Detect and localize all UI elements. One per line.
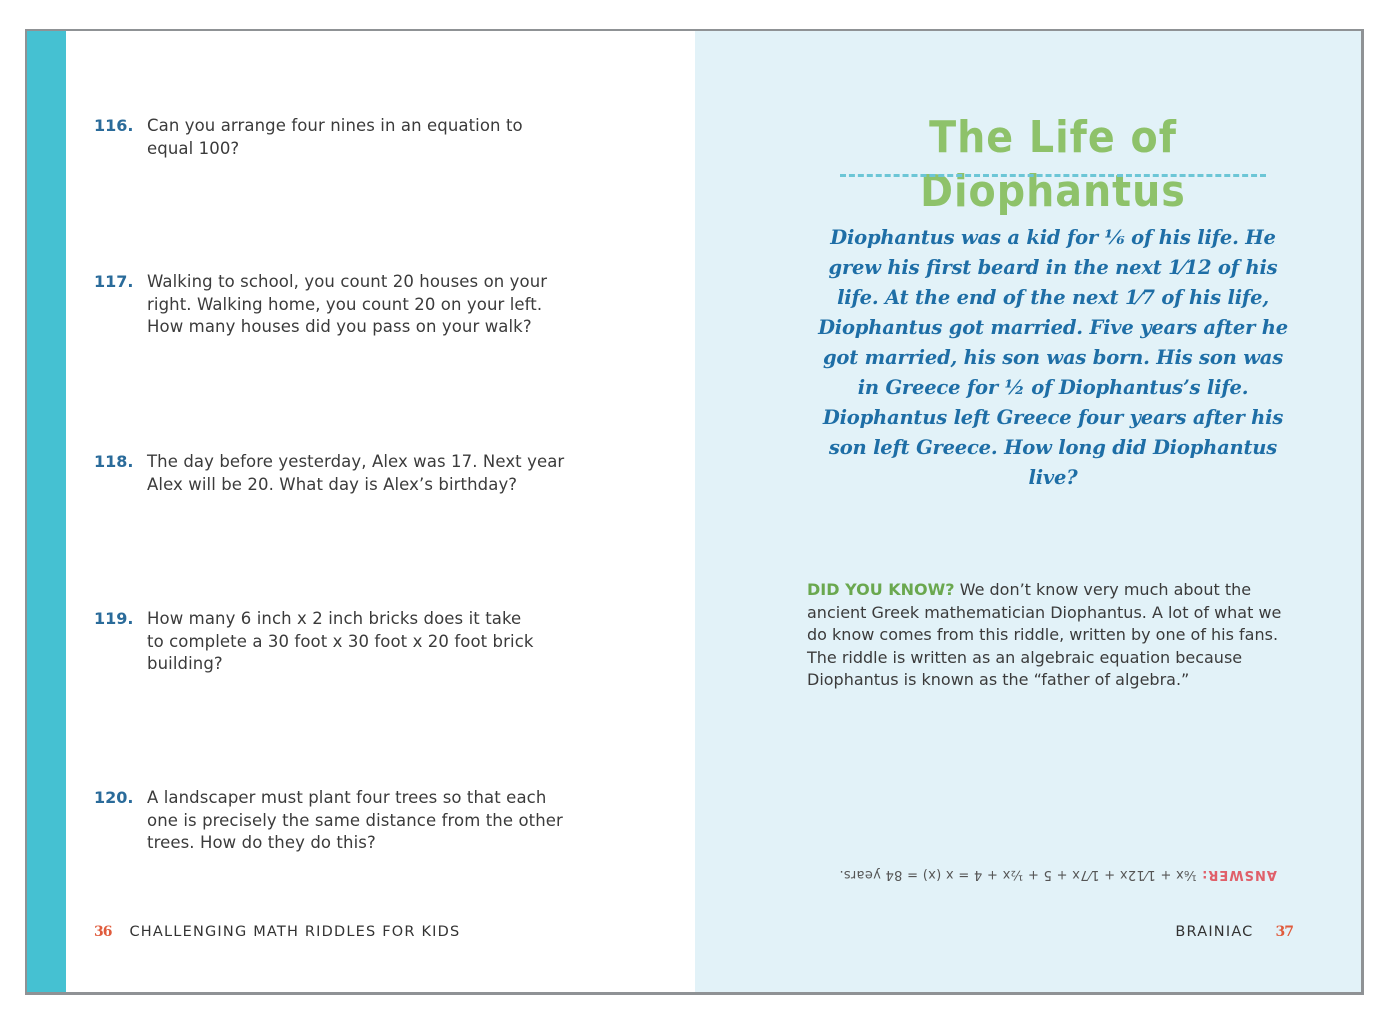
riddle-item — [94, 787, 582, 855]
page-number: 37 — [1275, 924, 1293, 940]
page-number: 36 — [94, 924, 112, 940]
riddle-number: 120. — [94, 788, 134, 807]
answer-text: ⅙x + 1⁄12x + 1⁄7x + 5 + ½x + 4 = x (x) = 84 years. — [839, 867, 1197, 882]
did-you-know-label: DID YOU KNOW? — [807, 580, 955, 599]
riddle-text: The day before yesterday, Alex was 17. Next year Alex will be 20. What day is Alex’s birthday? — [147, 452, 565, 494]
did-you-know-text: We don’t know very much about the ancient Greek mathematician Diophantus. A lot of what we do know comes from this riddle, written by one of his fans. The riddle is written as an algebraic equation because Diophantus is known as the “father of algebra.” — [807, 580, 1282, 689]
riddle-text: Walking to school, you count 20 houses on your right. Walking home, you count 20 on your left. How many houses did you pass on your walk? — [147, 272, 548, 336]
dashed-divider — [840, 174, 1266, 177]
riddle-text: How many 6 inch x 2 inch bricks does it take to complete a 30 foot x 30 foot x 20 foot brick building? — [147, 609, 534, 673]
riddle-item — [94, 608, 537, 676]
riddle-item — [94, 451, 577, 496]
riddle-number: 117. — [94, 272, 134, 291]
riddle-item — [94, 115, 547, 160]
right-page-footer — [1175, 924, 1293, 940]
upside-down-answer — [835, 867, 1281, 882]
riddle-number: 119. — [94, 609, 134, 628]
right-page — [695, 31, 1361, 992]
answer-label: ANSWER: — [1201, 867, 1277, 882]
left-page — [27, 31, 695, 992]
riddle-text: Can you arrange four nines in an equation to equal 100? — [147, 116, 523, 158]
running-head: CHALLENGING MATH RIDDLES FOR KIDS — [129, 924, 461, 940]
book-spread — [25, 29, 1364, 995]
riddle-item — [94, 271, 567, 339]
left-page-footer — [94, 924, 460, 940]
riddle-number: 116. — [94, 116, 134, 135]
featured-riddle: Diophantus was a kid for ⅙ of his life. He grew his first beard in the next 1⁄12 of his life. At the end of the next 1⁄7 of his life, Diophantus got married. Five years after he got married, his son was born. His son was in Greece for ½ of Diophantus’s life. Diophantus left Greece four years after his son left Greece. How long did Diophantus live? — [818, 226, 1288, 489]
riddle-text: A landscaper must plant four trees so that each one is precisely the same distance from the other trees. How do they do this? — [147, 788, 563, 852]
spine-color-bar — [27, 31, 66, 992]
page-title: The Life of Diophantus — [920, 112, 1186, 217]
did-you-know — [807, 579, 1291, 692]
riddle-number: 118. — [94, 452, 134, 471]
running-head: BRAINIAC — [1175, 924, 1254, 940]
